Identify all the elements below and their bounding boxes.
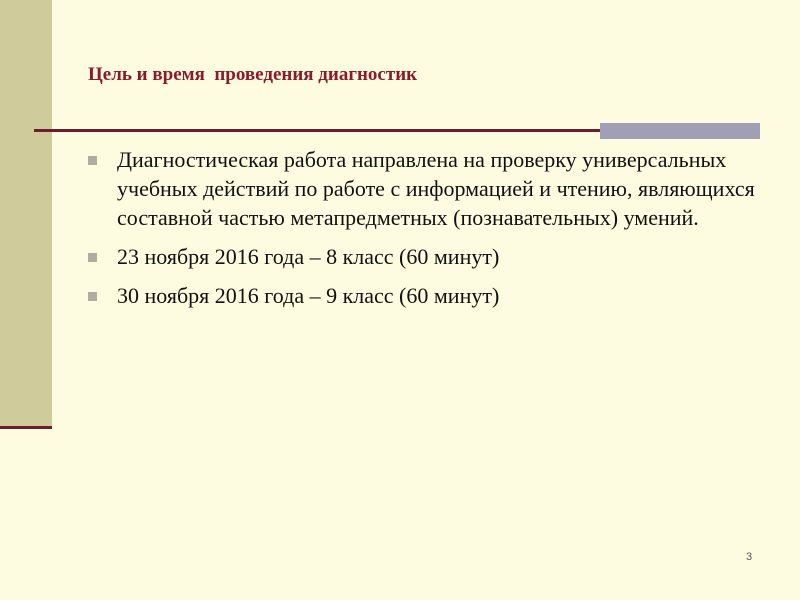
square-bullet-icon bbox=[88, 253, 97, 262]
bullet-text: 23 ноября 2016 года – 8 класс (60 минут) bbox=[117, 244, 500, 269]
bullet-list bbox=[88, 145, 758, 320]
title-divider-accent bbox=[600, 123, 760, 139]
list-item bbox=[88, 145, 758, 232]
square-bullet-icon bbox=[88, 156, 97, 165]
list-item bbox=[88, 281, 758, 310]
square-bullet-icon bbox=[88, 292, 97, 301]
list-item bbox=[88, 242, 758, 271]
bullet-text: Диагностическая работа направлена на проверку универсальных учебных действий по работе с информацией и чтению, являющихся составной частью метапредметных (познавательных) умений. bbox=[117, 147, 755, 230]
left-bar-underline bbox=[0, 426, 52, 429]
left-decorative-bar bbox=[0, 0, 52, 426]
slide-number: 3 bbox=[746, 551, 753, 563]
bullet-text: 30 ноября 2016 года – 9 класс (60 минут) bbox=[117, 283, 500, 308]
slide-title: Цель и время проведения диагностик bbox=[88, 64, 418, 85]
